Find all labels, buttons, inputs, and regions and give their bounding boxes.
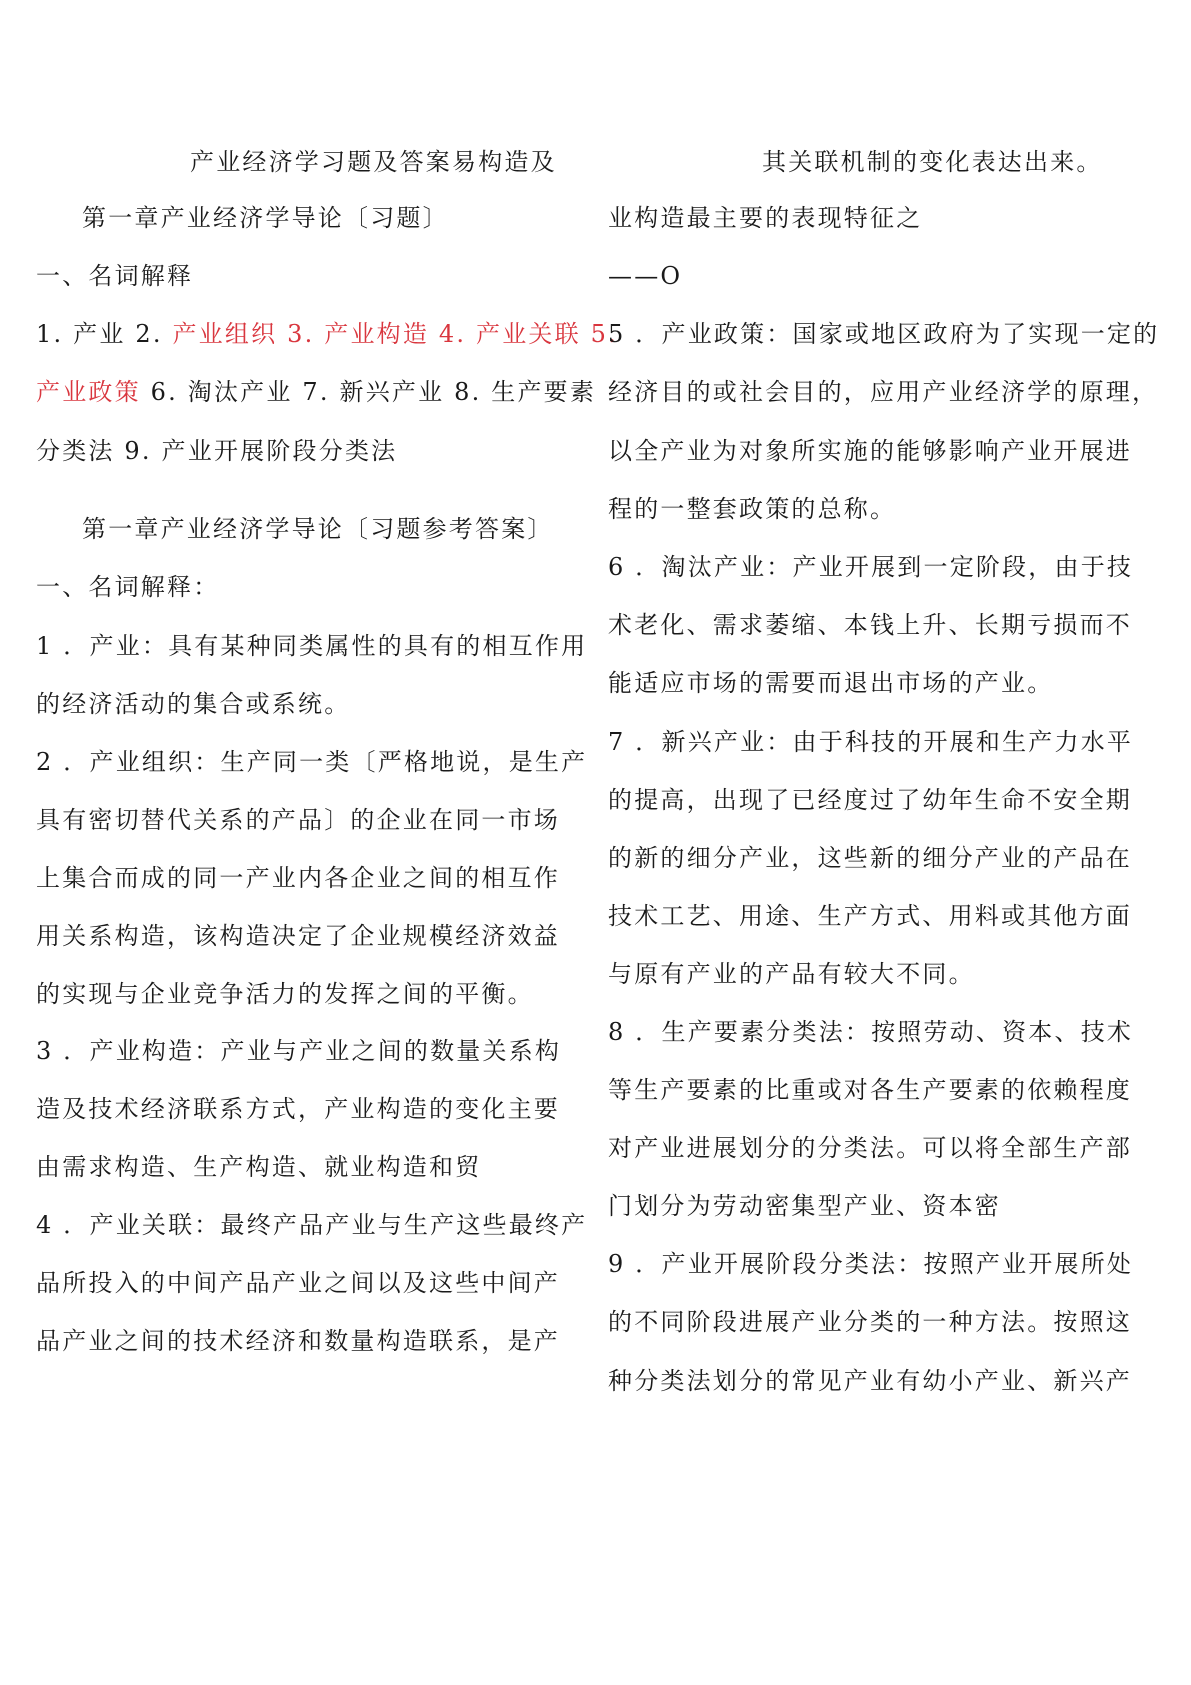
text-line: 由需求构造、生产构造、就业构造和贸 xyxy=(36,1153,482,1181)
answer-section-heading: 一、名词解释： xyxy=(36,573,220,601)
text-line: 3 ．产业构造：产业与产业之间的数量关系构 xyxy=(36,1037,562,1065)
text-line: 4 ．产业关联：最终产品产业与生产这些最终产 xyxy=(36,1211,588,1239)
answer-heading: 第一章产业经济学导论〔习题参考答案〕 xyxy=(82,515,554,543)
text-line: 程的一整套政策的总称。 xyxy=(608,495,897,523)
text-line: 的实现与企业竞争活力的发挥之间的平衡。 xyxy=(36,980,534,1008)
text-line: 2 ．产业组织：生产同一类〔严格地说，是生产 xyxy=(36,748,588,776)
term-list-line-2 xyxy=(36,377,596,407)
text-line: 造及技术经济联系方式，产业构造的变化主要 xyxy=(36,1095,560,1123)
text-line: 6 ．淘汰产业：产业开展到一定阶段，由于技 xyxy=(608,553,1134,581)
text-line: 与原有产业的产品有较大不同。 xyxy=(608,960,975,988)
text-line: 8 ．生产要素分类法：按照劳动、资本、技术 xyxy=(608,1018,1134,1046)
text-line: 5 ．产业政策：国家或地区政府为了实现一定的 xyxy=(608,320,1160,348)
text-line: 对产业进展划分的分类法。可以将全部生产部 xyxy=(608,1134,1132,1162)
text-line: 业构造最主要的表现特征之 xyxy=(608,204,923,232)
term-list-line-3: 分类法 9. 产业开展阶段分类法 xyxy=(36,437,398,465)
text-line: 的不同阶段进展产业分类的一种方法。按照这 xyxy=(608,1308,1132,1336)
text-line: 门划分为劳动密集型产业、资本密 xyxy=(608,1192,1001,1220)
term-list-line-1 xyxy=(36,319,618,349)
text-line: 7 ．新兴产业：由于科技的开展和生产力水平 xyxy=(608,728,1134,756)
term-list-segment-highlighted: 产业政策 xyxy=(36,378,141,406)
text-line: 等生产要素的比重或对各生产要素的依赖程度 xyxy=(608,1076,1132,1104)
text-line: 用关系构造，该构造决定了企业规模经济效益 xyxy=(36,922,560,950)
text-line: 能适应市场的需要而退出市场的产业。 xyxy=(608,669,1054,697)
text-line: 上集合而成的同一产业内各企业之间的相互作 xyxy=(36,864,560,892)
text-line: 的新的细分产业，这些新的细分产业的产品在 xyxy=(608,844,1132,872)
text-line: 的提高，出现了已经度过了幼年生命不安全期 xyxy=(608,786,1132,814)
term-list-segment: 1. 产业 2. xyxy=(36,320,173,348)
document-title: 产业经济学习题及答案易构造及 xyxy=(190,148,557,176)
text-line: 品产业之间的技术经济和数量构造联系，是产 xyxy=(36,1327,560,1355)
text-line: 的经济活动的集合或系统。 xyxy=(36,690,351,718)
term-list-segment-highlighted: 产业组织 3. 产业构造 4. 产业关联 5. xyxy=(172,320,618,348)
text-line: 以全产业为对象所实施的能够影响产业开展进 xyxy=(608,437,1132,465)
section-heading: 一、名词解释 xyxy=(36,262,194,290)
text-line: 具有密切替代关系的产品〕的企业在同一市场 xyxy=(36,806,560,834)
text-line: 1 ．产业：具有某种同类属性的具有的相互作用 xyxy=(36,632,588,660)
text-line: 9 ．产业开展阶段分类法：按照产业开展所处 xyxy=(608,1250,1134,1278)
text-line: 种分类法划分的常见产业有幼小产业、新兴产 xyxy=(608,1367,1132,1395)
chapter-heading: 第一章产业经济学导论〔习题〕 xyxy=(82,204,449,232)
term-list-segment: 6. 淘汰产业 7. 新兴产业 8. 生产要素 xyxy=(140,378,597,406)
text-line: 技术工艺、用途、生产方式、用料或其他方面 xyxy=(608,902,1132,930)
text-line: ——O xyxy=(608,262,683,290)
text-line: 品所投入的中间产品产业之间以及这些中间产 xyxy=(36,1269,560,1297)
text-line: 经济目的或社会目的，应用产业经济学的原理， xyxy=(608,378,1159,406)
text-line: 其关联机制的变化表达出来。 xyxy=(762,148,1103,176)
text-line: 术老化、需求萎缩、本钱上升、长期亏损而不 xyxy=(608,611,1132,639)
